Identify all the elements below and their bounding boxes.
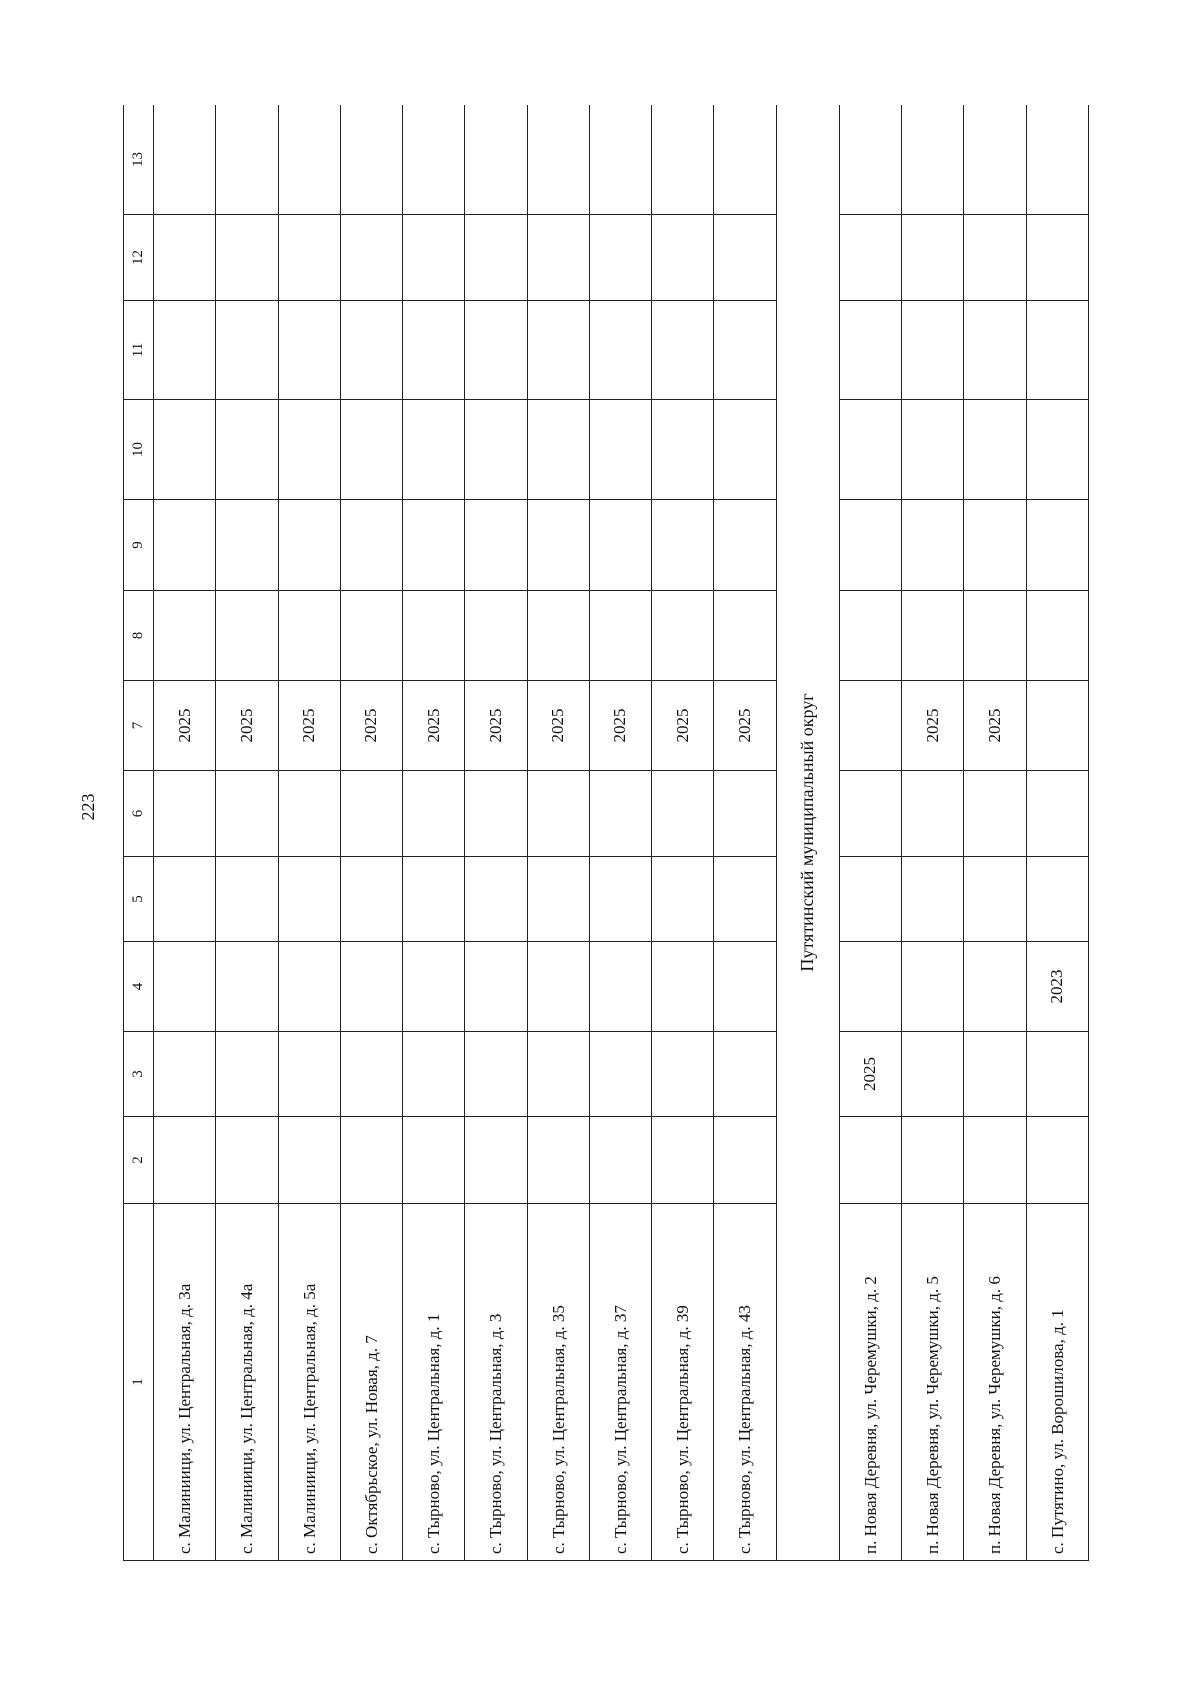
year-cell (340, 105, 402, 215)
year-cell: 2025 (839, 1032, 901, 1117)
column-header: 13 (124, 105, 154, 215)
year-cell (714, 942, 776, 1032)
year-cell (964, 400, 1026, 500)
year-cell (216, 771, 278, 857)
year-cell (964, 301, 1026, 400)
year-cell (340, 857, 402, 942)
year-cell (589, 1117, 651, 1204)
year-cell (154, 857, 216, 942)
year-cell (589, 301, 651, 400)
year-cell (278, 1117, 340, 1204)
year-cell (465, 215, 527, 301)
year-cell (527, 1032, 589, 1117)
table-row (964, 105, 1026, 1561)
year-cell (652, 500, 714, 591)
year-cell (278, 857, 340, 942)
table-row (902, 105, 964, 1561)
table-row (714, 105, 776, 1561)
year-cell (216, 591, 278, 681)
year-cell (902, 301, 964, 400)
year-cell (465, 400, 527, 500)
year-cell (465, 105, 527, 215)
year-cell (527, 591, 589, 681)
year-cell (403, 1032, 465, 1117)
year-cell (278, 215, 340, 301)
table-row (278, 105, 340, 1561)
address-cell: с. Октябрьское, ул. Новая, д. 7 (340, 1204, 402, 1561)
year-cell (465, 301, 527, 400)
year-cell (714, 591, 776, 681)
header-row (124, 105, 154, 1561)
column-header: 6 (124, 771, 154, 857)
year-cell (216, 105, 278, 215)
year-cell (403, 301, 465, 400)
year-cell (839, 400, 901, 500)
year-cell: 2025 (652, 681, 714, 771)
year-cell (465, 857, 527, 942)
column-header: 5 (124, 857, 154, 942)
table-body (154, 105, 1089, 1561)
year-cell (964, 1117, 1026, 1204)
column-header: 9 (124, 500, 154, 591)
year-cell: 2025 (465, 681, 527, 771)
year-cell (216, 400, 278, 500)
address-cell: с. Тырново, ул. Центральная, д. 37 (589, 1204, 651, 1561)
year-cell (652, 942, 714, 1032)
year-cell: 2025 (154, 681, 216, 771)
year-cell (839, 1117, 901, 1204)
year-cell (527, 942, 589, 1032)
year-cell (403, 400, 465, 500)
year-cell (465, 771, 527, 857)
year-cell (465, 1032, 527, 1117)
column-header: 1 (124, 1204, 154, 1561)
year-cell: 2025 (403, 681, 465, 771)
year-cell (589, 1032, 651, 1117)
year-cell (154, 215, 216, 301)
year-cell (1026, 500, 1088, 591)
year-cell (216, 1117, 278, 1204)
year-cell (839, 857, 901, 942)
year-cell (340, 771, 402, 857)
year-cell (527, 105, 589, 215)
year-cell (839, 771, 901, 857)
year-cell (340, 500, 402, 591)
year-cell (839, 591, 901, 681)
year-cell (964, 1032, 1026, 1117)
year-cell (589, 771, 651, 857)
year-cell (278, 500, 340, 591)
year-cell (340, 400, 402, 500)
year-cell (154, 301, 216, 400)
year-cell (902, 400, 964, 500)
year-cell (278, 400, 340, 500)
year-cell (1026, 1117, 1088, 1204)
address-cell: с. Тырново, ул. Центральная, д. 35 (527, 1204, 589, 1561)
year-cell (527, 301, 589, 400)
address-cell: с. Тырново, ул. Центральная, д. 43 (714, 1204, 776, 1561)
year-cell (154, 591, 216, 681)
year-cell (216, 857, 278, 942)
table-row (527, 105, 589, 1561)
year-cell (278, 942, 340, 1032)
year-cell (340, 1032, 402, 1117)
address-cell: п. Новая Деревня, ул. Черемушки, д. 2 (839, 1204, 901, 1561)
year-cell (839, 681, 901, 771)
year-cell (1026, 857, 1088, 942)
year-cell (1026, 681, 1088, 771)
year-cell (154, 500, 216, 591)
year-cell (154, 942, 216, 1032)
year-cell (403, 215, 465, 301)
year-cell (527, 500, 589, 591)
address-cell: с. Малиниици, ул. Центральная, д. 5а (278, 1204, 340, 1561)
year-cell (652, 771, 714, 857)
year-cell (403, 942, 465, 1032)
column-header: 12 (124, 215, 154, 301)
year-cell (902, 105, 964, 215)
year-cell (278, 301, 340, 400)
year-cell (964, 105, 1026, 215)
table-row (839, 105, 901, 1561)
year-cell (216, 942, 278, 1032)
address-cell: с. Путятино, ул. Ворошилова, д. 1 (1026, 1204, 1088, 1561)
year-cell (589, 591, 651, 681)
year-cell: 2025 (964, 681, 1026, 771)
year-cell (839, 942, 901, 1032)
year-cell (1026, 591, 1088, 681)
year-cell (340, 301, 402, 400)
year-cell (839, 500, 901, 591)
year-cell (714, 771, 776, 857)
year-cell (652, 400, 714, 500)
year-cell: 2025 (589, 681, 651, 771)
year-cell (403, 857, 465, 942)
year-cell (902, 500, 964, 591)
year-cell (714, 105, 776, 215)
year-cell (589, 500, 651, 591)
year-cell (340, 1117, 402, 1204)
year-cell (902, 857, 964, 942)
address-cell: п. Новая Деревня, ул. Черемушки, д. 5 (902, 1204, 964, 1561)
address-cell: с. Тырново, ул. Центральная, д. 39 (652, 1204, 714, 1561)
year-cell (154, 400, 216, 500)
year-cell (902, 215, 964, 301)
year-cell (1026, 1032, 1088, 1117)
year-cell: 2025 (340, 681, 402, 771)
year-cell (652, 1032, 714, 1117)
column-header: 3 (124, 1032, 154, 1117)
address-cell: с. Малиниици, ул. Центральная, д. 4а (216, 1204, 278, 1561)
year-cell (403, 591, 465, 681)
year-cell (964, 215, 1026, 301)
year-cell (964, 591, 1026, 681)
year-cell (714, 301, 776, 400)
year-cell (589, 400, 651, 500)
year-cell (154, 1032, 216, 1117)
year-cell (589, 105, 651, 215)
column-header: 10 (124, 400, 154, 500)
year-cell (1026, 105, 1088, 215)
column-header: 11 (124, 301, 154, 400)
year-cell: 2025 (278, 681, 340, 771)
year-cell (340, 591, 402, 681)
year-cell (902, 1032, 964, 1117)
year-cell (589, 942, 651, 1032)
table-row (403, 105, 465, 1561)
year-cell (154, 105, 216, 215)
year-cell (714, 215, 776, 301)
year-cell (839, 215, 901, 301)
section-row (776, 105, 839, 1561)
year-cell (652, 215, 714, 301)
year-cell: 2025 (902, 681, 964, 771)
year-cell (216, 215, 278, 301)
year-cell (902, 1117, 964, 1204)
column-header: 2 (124, 1117, 154, 1204)
year-cell (839, 105, 901, 215)
address-cell: с. Тырново, ул. Центральная, д. 1 (403, 1204, 465, 1561)
year-cell (964, 942, 1026, 1032)
year-cell (652, 591, 714, 681)
year-cell (527, 215, 589, 301)
year-cell (902, 771, 964, 857)
year-cell (278, 771, 340, 857)
table-row (1026, 105, 1088, 1561)
year-cell (154, 1117, 216, 1204)
year-cell (964, 857, 1026, 942)
year-cell (652, 857, 714, 942)
table-row (340, 105, 402, 1561)
year-cell (278, 105, 340, 215)
address-cell: с. Тырново, ул. Центральная, д. 3 (465, 1204, 527, 1561)
year-cell (714, 400, 776, 500)
year-cell (839, 301, 901, 400)
year-cell (154, 771, 216, 857)
year-cell (216, 1032, 278, 1117)
year-cell (589, 857, 651, 942)
year-cell (216, 500, 278, 591)
table-row (154, 105, 216, 1561)
year-cell (278, 591, 340, 681)
year-cell (465, 942, 527, 1032)
data-table (123, 105, 1089, 1561)
year-cell (902, 591, 964, 681)
year-cell: 2025 (714, 681, 776, 771)
year-cell (403, 771, 465, 857)
year-cell (1026, 771, 1088, 857)
year-cell (403, 500, 465, 591)
year-cell (527, 1117, 589, 1204)
year-cell (278, 1032, 340, 1117)
year-cell (714, 1032, 776, 1117)
year-cell (340, 942, 402, 1032)
year-cell (216, 301, 278, 400)
year-cell (340, 215, 402, 301)
year-cell (589, 215, 651, 301)
year-cell (465, 591, 527, 681)
rotated-table-container (123, 105, 1089, 1561)
year-cell (714, 500, 776, 591)
page-number: 223 (78, 793, 98, 821)
year-cell (465, 1117, 527, 1204)
column-header: 7 (124, 681, 154, 771)
year-cell (652, 301, 714, 400)
year-cell (964, 771, 1026, 857)
table-frame (123, 105, 1089, 1561)
table-row (465, 105, 527, 1561)
year-cell (1026, 215, 1088, 301)
year-cell: 2025 (216, 681, 278, 771)
column-header: 8 (124, 591, 154, 681)
year-cell (527, 771, 589, 857)
year-cell (652, 1117, 714, 1204)
year-cell (902, 942, 964, 1032)
table-row (216, 105, 278, 1561)
year-cell (714, 1117, 776, 1204)
year-cell (527, 400, 589, 500)
year-cell: 2025 (527, 681, 589, 771)
year-cell (465, 500, 527, 591)
section-title: Путятинский муниципальный округ (776, 105, 839, 1561)
year-cell (1026, 400, 1088, 500)
table-row (652, 105, 714, 1561)
year-cell (403, 105, 465, 215)
year-cell (652, 105, 714, 215)
year-cell: 2023 (1026, 942, 1088, 1032)
year-cell (964, 500, 1026, 591)
year-cell (403, 1117, 465, 1204)
year-cell (1026, 301, 1088, 400)
year-cell (714, 857, 776, 942)
table-row (589, 105, 651, 1561)
address-cell: п. Новая Деревня, ул. Черемушки, д. 6 (964, 1204, 1026, 1561)
column-header: 4 (124, 942, 154, 1032)
address-cell: с. Малиниици, ул. Центральная, д. 3а (154, 1204, 216, 1561)
year-cell (527, 857, 589, 942)
